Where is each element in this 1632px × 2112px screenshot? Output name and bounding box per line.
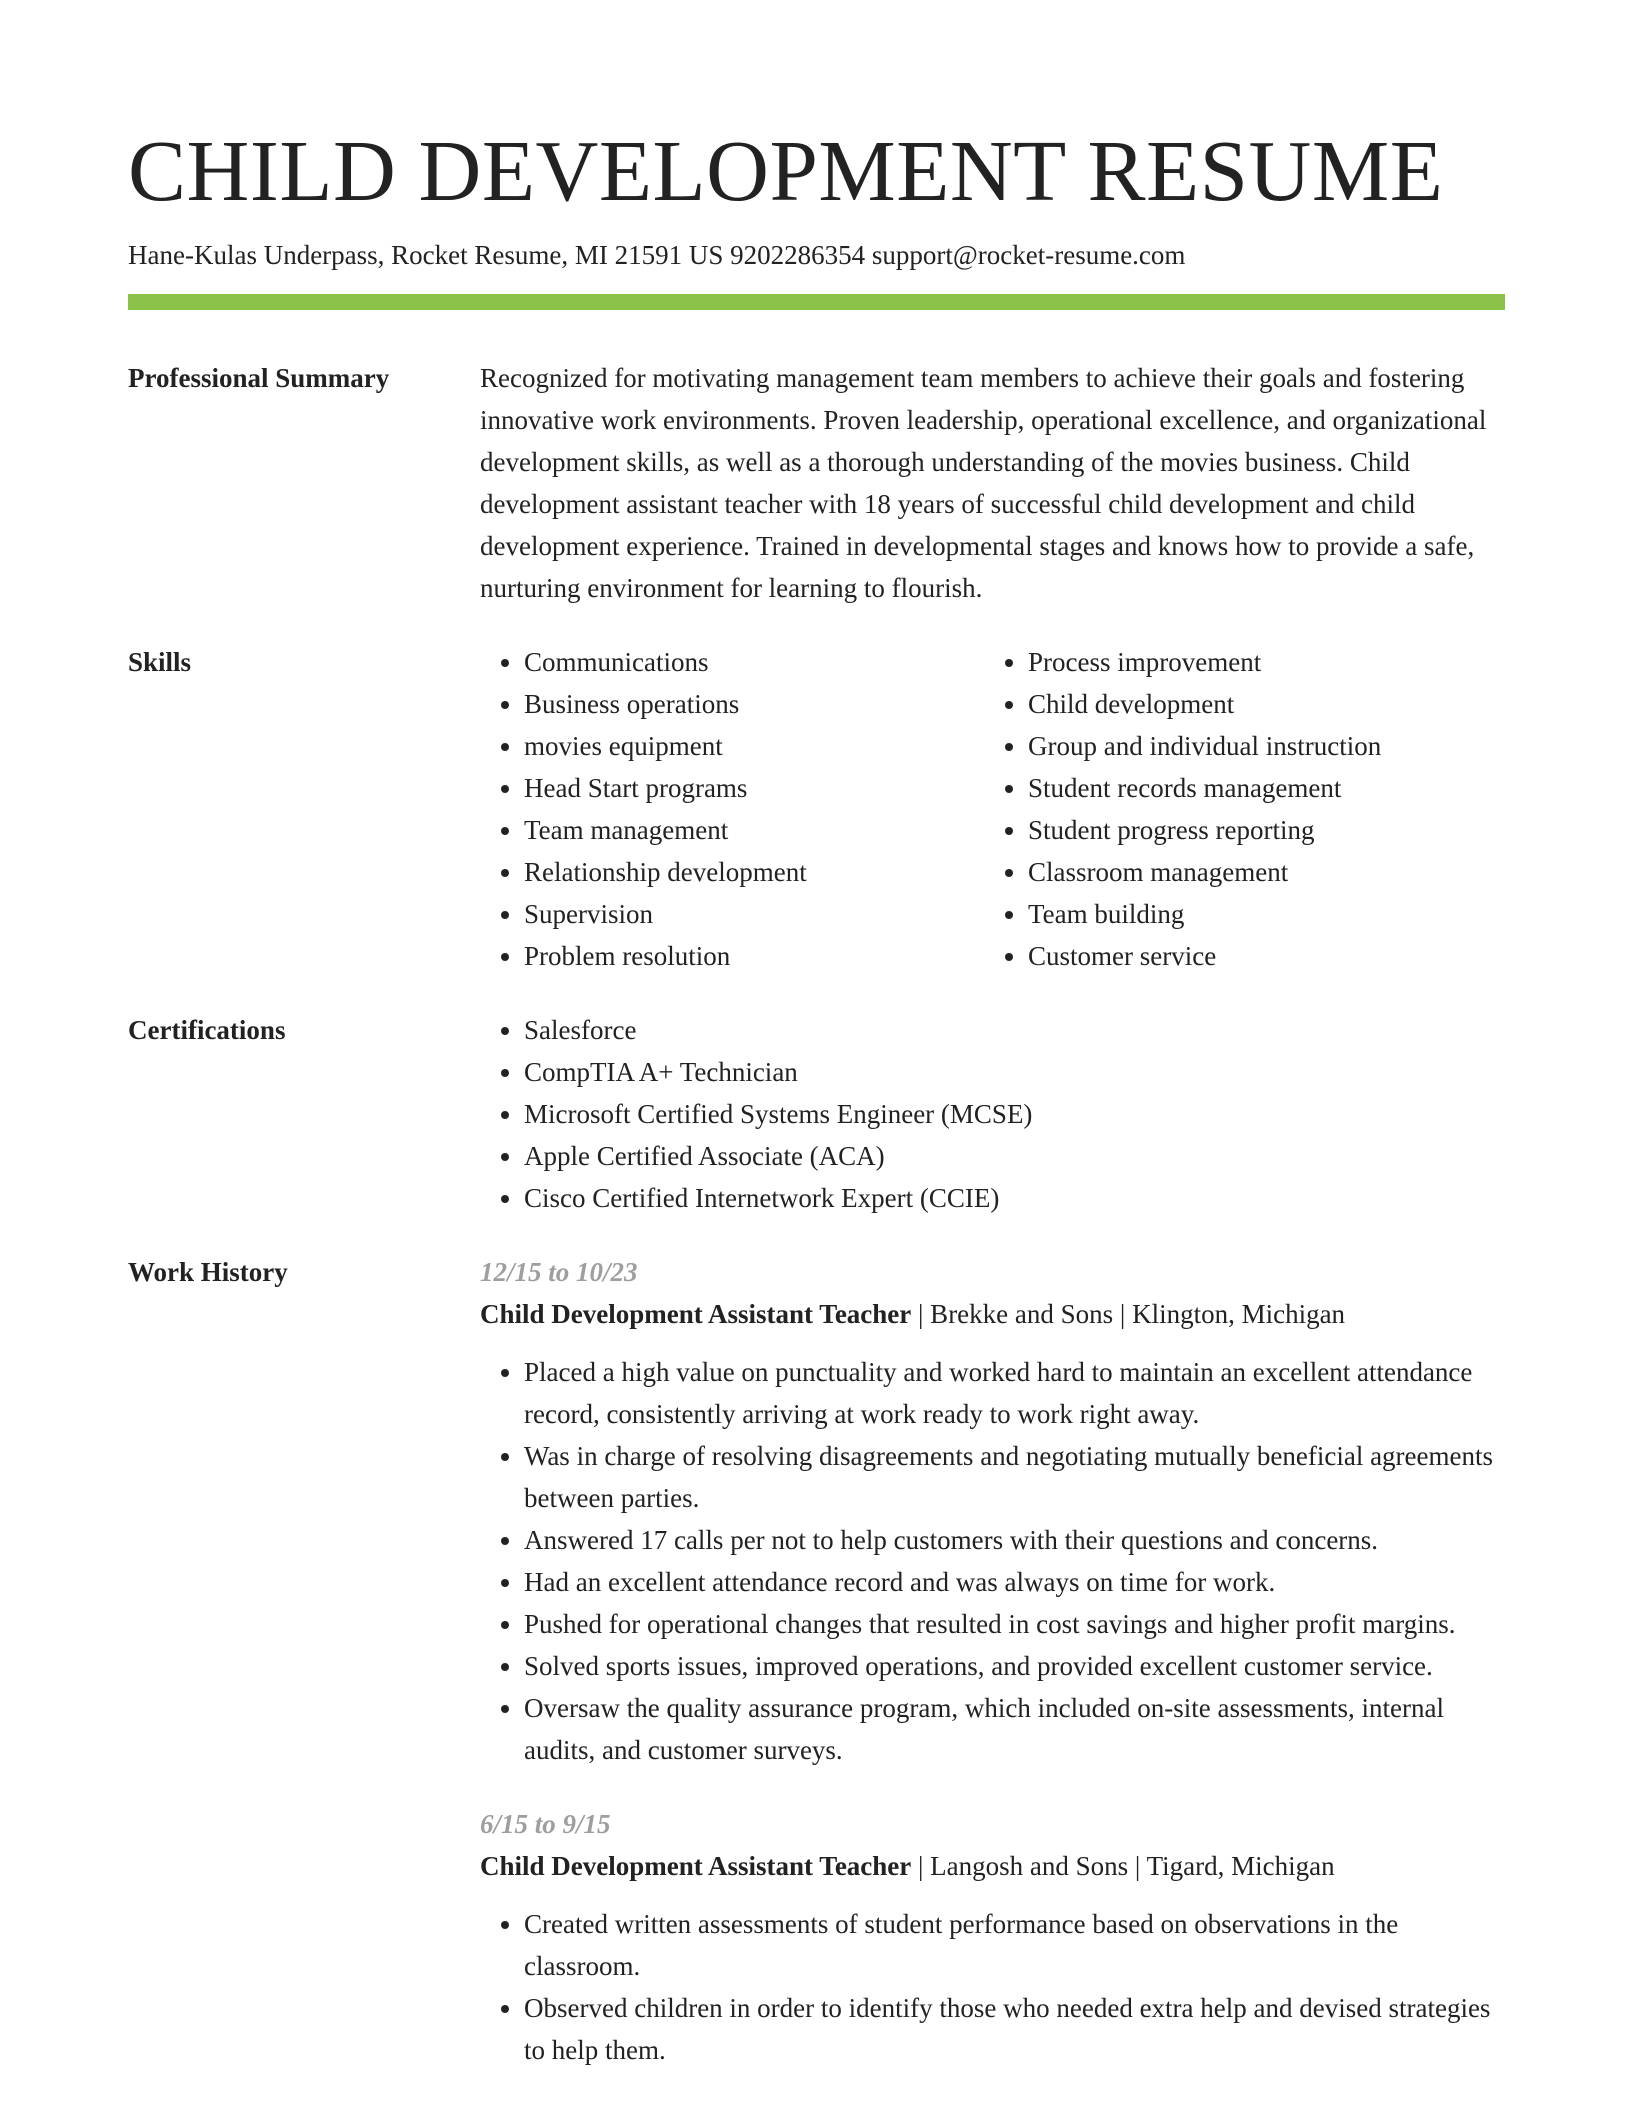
- accent-divider: [128, 294, 1505, 310]
- list-item: • Pushed for operational changes that resulted in cost savings and higher profit margins.: [524, 1603, 1505, 1645]
- list-item: • Was in charge of resolving disagreements and negotiating mutually beneficial agreements between parties.: [524, 1435, 1505, 1519]
- summary-text: Recognized for motivating management team members to achieve their goals and fostering innovative work environments. Proven leadership, operational excellence, and organizational development skills, as well as a thorough understanding of the movies business. Child development assistant teacher with 18 years of successful child development and child development experience. Trained in developmental stages and knows how to provide a safe, nurturing environment for learning to flourish.: [480, 363, 1487, 603]
- skills-columns: [480, 641, 1505, 977]
- skills-list-right: [984, 641, 1488, 977]
- section-label-work-history: Work History: [128, 1257, 288, 1287]
- job-title: Child Development Assistant Teacher: [480, 1851, 912, 1881]
- list-item: • Solved sports issues, improved operations, and provided excellent customer service.: [524, 1645, 1505, 1687]
- job-bullets: [480, 1903, 1505, 2071]
- job-title: Child Development Assistant Teacher: [480, 1299, 912, 1329]
- list-item: • Answered 17 calls per not to help customers with their questions and concerns.: [524, 1519, 1505, 1561]
- job-bullets: [480, 1351, 1505, 1771]
- list-item: • CompTIA A+ Technician: [524, 1051, 1505, 1093]
- list-item: • Child development: [1028, 683, 1488, 725]
- section-label-certifications: Certifications: [128, 1015, 286, 1045]
- job-dates: 12/15 to 10/23: [480, 1257, 638, 1287]
- skills-list-left: [480, 641, 984, 977]
- list-item: • Communications: [524, 641, 984, 683]
- job-dates: 6/15 to 9/15: [480, 1809, 611, 1839]
- list-item: • Team building: [1028, 893, 1488, 935]
- list-item: • Problem resolution: [524, 935, 984, 977]
- job-employer-location: | Brekke and Sons | Klington, Michigan: [911, 1299, 1346, 1329]
- list-item: • Placed a high value on punctuality and worked hard to maintain an excellent attendance record, consistently arriving at work ready to work right away.: [524, 1351, 1505, 1435]
- list-item: • movies equipment: [524, 725, 984, 767]
- job-entry: [480, 1251, 1505, 1771]
- list-item: • Process improvement: [1028, 641, 1488, 683]
- job-heading: [480, 1293, 1505, 1335]
- job-entry: [480, 1803, 1505, 2071]
- list-item: • Created written assessments of student performance based on observations in the classroom.: [524, 1903, 1505, 1987]
- list-item: • Business operations: [524, 683, 984, 725]
- list-item: • Group and individual instruction: [1028, 725, 1488, 767]
- list-item: • Had an excellent attendance record and was always on time for work.: [524, 1561, 1505, 1603]
- list-item: • Head Start programs: [524, 767, 984, 809]
- list-item: • Classroom management: [1028, 851, 1488, 893]
- work-history-body: [480, 1251, 1505, 2071]
- skills-column-right: [984, 641, 1488, 977]
- skills-section: [128, 641, 1505, 977]
- contact-line: Hane-Kulas Underpass, Rocket Resume, MI 21591 US 9202286354 support@rocket-resume.com: [128, 240, 1186, 270]
- job-heading: [480, 1845, 1505, 1887]
- section-label-summary: Professional Summary: [128, 363, 390, 393]
- list-item: • Oversaw the quality assurance program, which included on-site assessments, internal audits, and customer surveys.: [524, 1687, 1505, 1771]
- job-employer-location: | Langosh and Sons | Tigard, Michigan: [911, 1851, 1335, 1881]
- list-item: • Relationship development: [524, 851, 984, 893]
- certifications-list: [480, 1009, 1505, 1219]
- resume-page: [128, 0, 1505, 2071]
- list-item: • Microsoft Certified Systems Engineer (MCSE): [524, 1093, 1505, 1135]
- list-item: • Observed children in order to identify those who needed extra help and devised strategies to help them.: [524, 1987, 1505, 2071]
- work-history-section: [128, 1251, 1505, 2071]
- certifications-section: [128, 1009, 1505, 1219]
- section-label-skills: Skills: [128, 647, 192, 677]
- list-item: • Supervision: [524, 893, 984, 935]
- summary-section: [128, 357, 1505, 609]
- list-item: • Student progress reporting: [1028, 809, 1488, 851]
- certifications-body: [480, 1009, 1505, 1219]
- list-item: • Team management: [524, 809, 984, 851]
- list-item: • Cisco Certified Internetwork Expert (CCIE): [524, 1177, 1505, 1219]
- skills-column-left: [480, 641, 984, 977]
- list-item: • Customer service: [1028, 935, 1488, 977]
- list-item: • Student records management: [1028, 767, 1488, 809]
- resume-title: CHILD DEVELOPMENT RESUME: [128, 122, 1444, 219]
- list-item: • Apple Certified Associate (ACA): [524, 1135, 1505, 1177]
- list-item: • Salesforce: [524, 1009, 1505, 1051]
